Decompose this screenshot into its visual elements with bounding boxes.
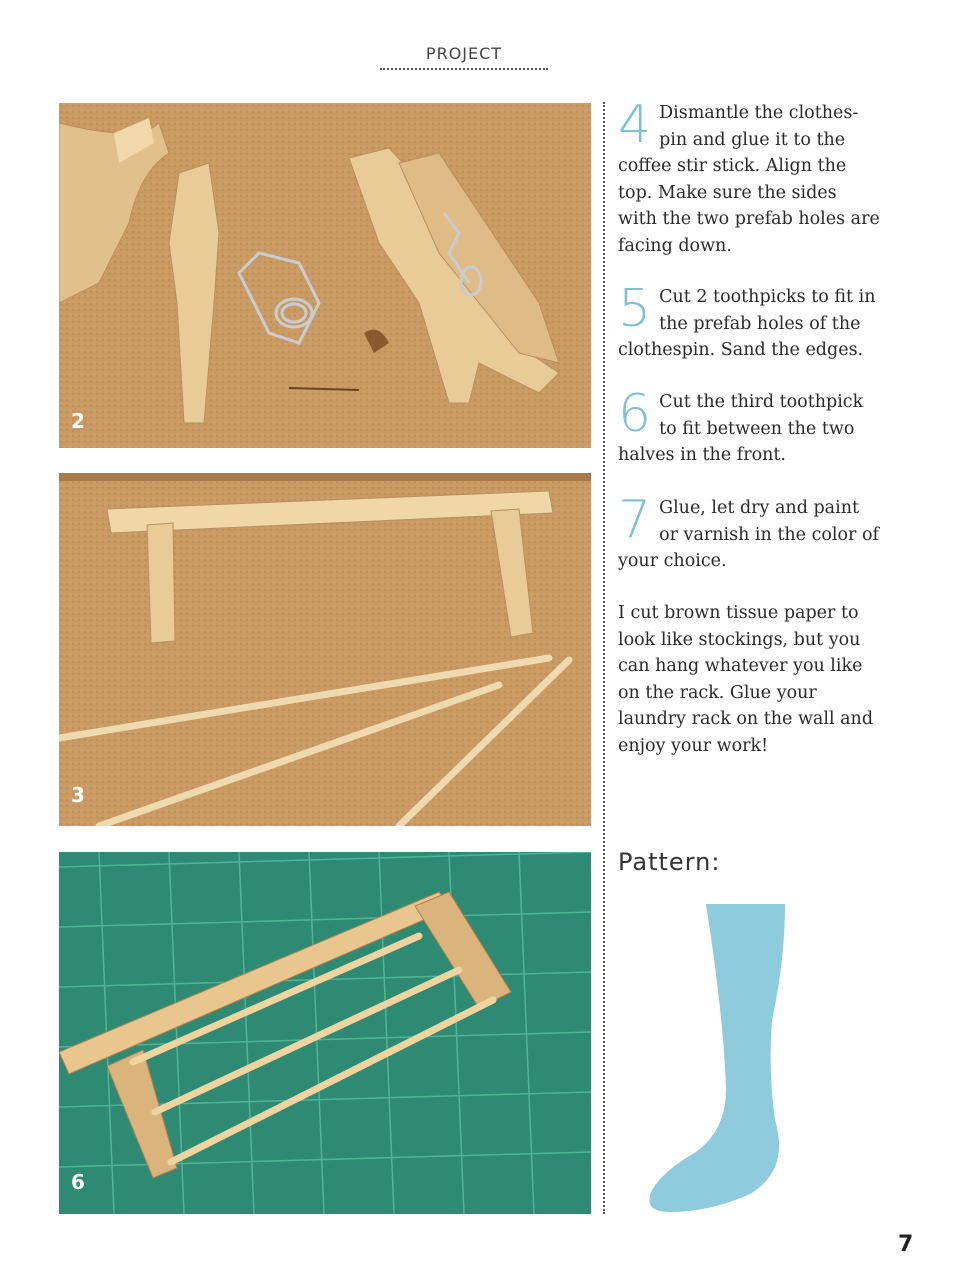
- step-number: 5: [618, 279, 652, 339]
- step-6: [618, 384, 880, 469]
- step-4: [618, 95, 880, 259]
- section-header: PROJECT: [425, 44, 503, 63]
- stocking-shape: [649, 904, 785, 1212]
- photo-number: 3: [71, 783, 85, 807]
- step-5: [618, 279, 880, 364]
- step-number: 6: [618, 384, 652, 444]
- photo-dismantled-clothespin: [59, 103, 591, 448]
- photo-number: 2: [71, 409, 85, 433]
- step-text: Cut the third toothpick to fit between the two halves in the front.: [618, 392, 864, 465]
- stocking-pattern: [640, 900, 800, 1220]
- step-7: [618, 490, 880, 575]
- page-number: 7: [898, 1232, 914, 1257]
- photo-glued-stick-and-toothpicks: [59, 473, 591, 826]
- step-text: Cut 2 toothpicks to fit in the prefab holes of the clothespin. Sand the edges.: [618, 287, 876, 360]
- step-number: 4: [618, 95, 652, 155]
- photo-finished-rack: [59, 852, 591, 1214]
- step-text: Dismantle the clothes-pin and glue it to the coffee stir stick. Align the top. Make sure the sides with the two prefab holes are facing down.: [618, 103, 880, 256]
- step-text: Glue, let dry and paint or varnish in the color of your choice.: [618, 498, 879, 571]
- pattern-label: Pattern:: [618, 848, 721, 876]
- closing-paragraph: I cut brown tissue paper to look like stockings, but you can hang whatever you like on the rack. Glue your laundry rack on the wall and enjoy your work!: [618, 603, 874, 756]
- column-divider: [603, 102, 605, 1214]
- step-number: 7: [618, 490, 652, 550]
- photo-number: 6: [71, 1170, 85, 1194]
- header-divider: [380, 68, 548, 70]
